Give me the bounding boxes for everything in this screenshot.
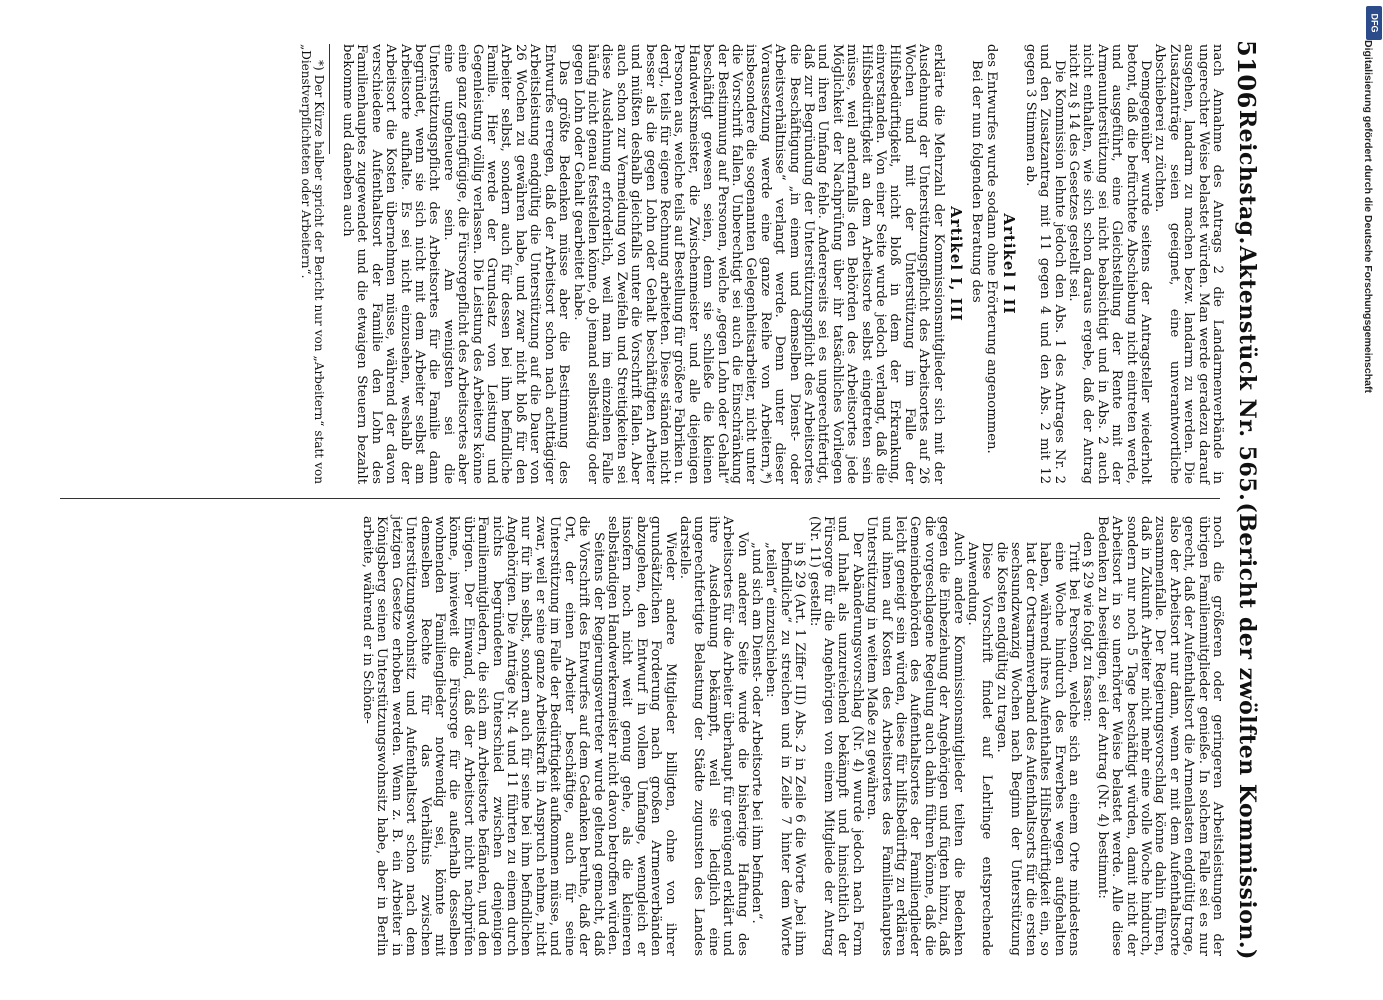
chamber-title: Reichstag. — [1234, 109, 1260, 245]
paragraph: den § 29 wie folgt zu fassen: — [1080, 532, 1096, 722]
paragraph: Auch andere Kommissionsmitglieder teilten die Bedenken gegen die Einbeziehung der Angehörigen und fügten hinzu, daß die vorgeschlagene Regelung auch dahin führen könne, daß die Gemeindebehörden des Aufenthaltsortes der Familienglieder leicht geneigt sein würden, diese für hilfsbedürftig zu erklären und ihnen auf Kosten des Arbeitsortes des Familienhauptes Unterstützung in weitem Maße zu gewähren. — [864, 516, 966, 956]
paragraph: Demgegenüber wurde seitens der Antragsteller wiederholt betont, daß die befürchtete Abschiebung nicht eintreten werde, und ausgeführt, eine Gleichstellung der Rente mit der Armenunterstützung sei nicht beabsichtigt und in Abs. 2 auch nicht enthalten, wie sich schon daraus ergebe, daß der Antrag nicht zu § 14 des Gesetzes gestellt sei. — [1065, 44, 1153, 484]
page-header — [1232, 40, 1262, 960]
paragraph: Der Abänderungsvorschlag (Nr. 4) wurde jedoch nach Form und Inhalt als unzureichend bekämpft und hinsichtlich der Fürsorge für die Angehörigen von einem Mitgliede der Antrag (Nr. 11) gestellt: — [806, 516, 865, 956]
quoted-paragraph: Tritt bei Personen, welche sich an einem Orte mindestens eine Woche hindurch des Erwerbes wegen aufgehalten haben, während ihres Aufenthaltes Hilfsbedürftigkeit ein, so hat der Ortsarmenverband des Aufenthaltsorts für die ersten sechsundzwanzig Wochen nach Beginn der Unterstützung die Kosten endgültig zu tragen. — [993, 542, 1081, 956]
footnote-rule — [329, 44, 330, 154]
article-heading: Artikel I, III — [947, 206, 966, 322]
column-divider — [60, 498, 1220, 499]
paragraph: Bei der nun folgenden Beratung des — [969, 60, 985, 303]
paragraph: Wieder andere Mitglieder billigten, ohne von ihrer grundsätzlichen Forderung nach großen Armenverbänden abzugehen, den Entwurf in vollem Umfange, wenngleich er insofern noch nicht weit genug gehe, als die kleineren selbständigen Handwerkermeister nicht davon betroffen würden. — [604, 516, 678, 956]
funding-note — [1358, 40, 1378, 960]
paragraph: Die Kommission lehnte jedoch den Abs. 1 des Antrages Nr. 2 und den Zusatzantrag mit 11 gegen 4 und den Abs. 2 mit 12 gegen 3 Stimmen ab. — [1022, 44, 1067, 484]
quoted-paragraph: in § 29 (Art. 1 Ziffer III) Abs. 2 in Zeile 6 die Worte „bei ihm befindliche“ zu streichen und in Zeile 7 hinter dem Worte „teilen“ einzuschieben: — [763, 542, 808, 956]
funding-note-text: Digitalisierung gefördert durch die Deutsche Forschungsgemeinschaft — [1362, 40, 1374, 393]
dfg-logo-text: DFG — [1369, 13, 1379, 33]
right-column — [360, 516, 1224, 956]
paragraph: des Entwurfes wurde sodann ohne Erörterung angenommen. — [983, 44, 999, 454]
quoted-paragraph: „und sich am Dienst- oder Arbeitsorte bei ihm befinden“. — [749, 542, 764, 924]
paragraph: noch die größeren oder geringeren Arbeitsleistungen der übrigen Familienmitglieder genieße. In solchem Falle sei es nur gerecht, daß der Aufenthaltsort die Armenlasten endgültig trage, also der Arbeitsort nur dann, wenn er mit dem Aufenthaltsorte zusammenfalle. Der Regierungsvorschlag könne dahin führen, daß in Zukunft Arbeiter nicht mehr eine volle Woche hindurch, sondern nur noch 5 Tage beschäftigt würden, damit nicht der Arbeitsort in so unerhörter Weise belastet werde. Alle diese Bedenken zu beseitigen, sei der Antrag (Nr. 4) bestimmt: — [1094, 516, 1225, 956]
left-column — [299, 44, 1224, 484]
paragraph: Das größte Bedenken müsse aber die Bestimmung des Entwurfes erregen, daß der Arbeitsort schon nach achttägiger Arbeitsleistung endgültig die Unterstützung auf die Dauer von 26 Wochen zu gewähren habe, und zwar nicht bloß für den Arbeiter selbst, sondern auch für dessen bei ihm befindliche Familie. Hier werde der Grundsatz von Leistung und Gegenleistung völlig verlassen. Die Leistung des Arbeiters könne eine ganz geringfügige, die Fürsorgepflicht des Arbeitsortes aber eine ungeheuere sein. Am wenigsten sei die Unterstützungspflicht des Arbeitsortes für die Familie dann begründet, wenn sie sich nicht mit dem Arbeiter selbst am Arbeitsorte aufhalte. Es sei nicht einzusehen, weshalb der Arbeitsort die Kosten übernehmen müsse, während der davon verschiedene Aufenthaltsort der Familie den Lohn des Familienhauptes zugewendet und die etwaigen Steuern bezahlt bekomme und daneben auch — [340, 44, 572, 484]
page-number: 5106 — [1232, 40, 1262, 109]
document-title: Aktenstück Nr. 565. — [1234, 245, 1260, 502]
paragraph: nach Annahme des Antrags 2 die Landarmenverbände in ungerechter Weise belastet würden. Man werde geradezu darauf ausgehen, landarm zu machen bezw. landarm zu werden. Die Zusatzanträge seien geeignet, eine unverantwortliche Abschieberei zu züchten. — [1152, 44, 1225, 484]
paragraph: erklärte die Mehrzahl der Kommissionsmitglieder sich mit der Ausdehnung der Unterstützungspflicht des Arbeitsortes auf 26 Wochen und mit der Unterstützung im Falle der Hilfsbedürftigkeit, nicht bloß in dem der Erkrankung, einverstanden. Von einer Seite wurde jedoch verlangt, daß die Hilfsbedürftigkeit an dem Arbeitsorte selbst eingetreten sein müsse, weil andernfalls den Behörden des Arbeitsortes jede Möglichkeit der Nachprüfung über ihr tatsächliches Vorliegen und ihren Umfang fehle. Andererseits sei es ungerechtfertigt, daß zur Begründung der Unterstützungspflicht des Arbeitsortes die Beschäftigung „in einem und demselben Dienst- oder Arbeitsverhältnisse“ verlangt werde. Denn unter dieser Voraussetzung werde eine ganze Reihe von Arbeitern,*) insbesondere die sogenannten Gelegenheitsarbeiter, nicht unter die Vorschrift fallen. Unberechtigt sei auch die Einschränkung der Bestimmung auf Personen, welche „gegen Lohn oder Gehalt“ beschäftigt gewesen seien, denn sie schließe die kleinen Handwerksmeister, die Zwischenmeister und alle diejenigen Personen aus, welche teils auf Bestellung für größere Fabriken u. dergl., teils für eigene Rechnung arbeiteten. Diese ständen nicht besser als die gegen Lohn oder Gehalt beschäftigten Arbeiter und müßten deshalb gleichfalls unter die Vorschrift fallen. Aber auch schon zur Vermeidung von Zweifeln und Streitigkeiten sei diese Ausdehnung erforderlich, weil man im einzelnen Falle häufig nicht genau feststellen könne, ob jemand selbständig oder gegen Lohn oder Gehalt gearbeitet habe. — [570, 44, 946, 484]
article-heading: Artikel I II — [1000, 213, 1019, 315]
quoted-paragraph: Diese Vorschrift findet auf Lehrlinge entsprechende Anwendung. — [965, 542, 995, 956]
paragraph: Von anderer Seite wurde die bisherige Haftung des Arbeitsortes für die Arbeiter überhaupt für genügend erklärt und ihre Ausdehnung bekämpft, weil sie lediglich eine ungerechtfertigte Belastung der Städte zugunsten des Landes darstelle. — [676, 516, 750, 956]
document-subtitle: (Bericht der zwölften Kommission.) — [1234, 502, 1260, 960]
paragraph: Seitens der Regierungsvertreter wurde geltend gemacht, daß die Vorschrift des Entwurfes auf dem Gedanken beruhe, daß der Ort, der einen Arbeiter beschäftige, auch für seine Unterstützung im Falle der Bedürftigkeit aufkommen müsse, und zwar, weil er seine ganze Arbeitskraft in Anspruch nehme, nicht nur für ihn selbst, sondern auch für seine bei ihm befindlichen Angehörigen. Die Anträge Nr. 4 und 11 führten zu einem durch nichts begründeten Unterschied zwischen denjenigen Familienmitgliedern, die sich am Arbeitsorte befänden, und den übrigen. Der Einwand, daß der Arbeitsort nicht nachprüfen könne, inwieweit die Fürsorge für die außerhalb desselben wohnenden Familienglieder notwendig sei, könnte mit demselben Rechte für das Verhältnis zwischen Unterstützungswohnsitz und Aufenthaltsort schon nach dem jetzigen Gesetze erhoben werden. Wenn z. B. ein Arbeiter in Königsberg seinen Unterstützungswohnsitz habe, aber in Berlin arbeite, während er in Schöne- — [360, 516, 606, 956]
dfg-logo — [1366, 6, 1382, 40]
footnote: *) Der Kürze halber spricht der Bericht nur von „Arbeitern“ statt von „Dienstverpflichteten oder Arbeitern“. — [298, 44, 326, 484]
